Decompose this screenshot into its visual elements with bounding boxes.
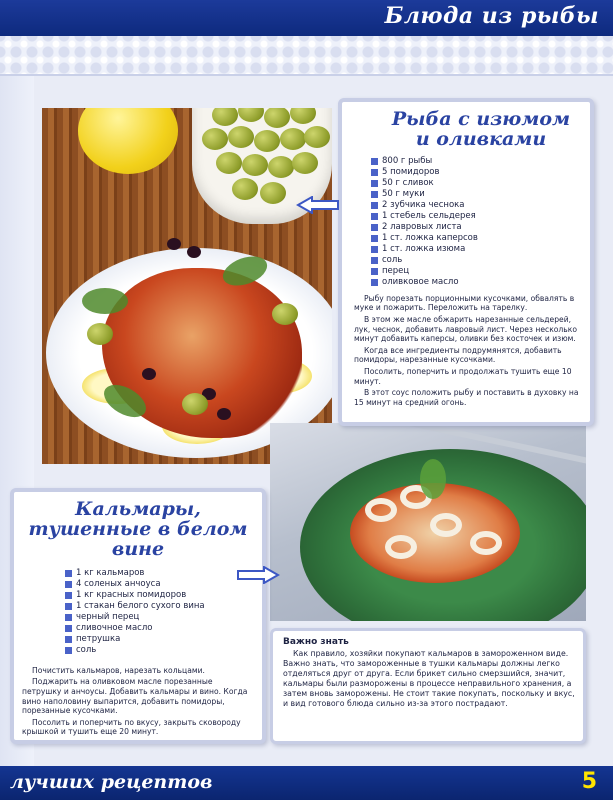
- steps-fish: [354, 294, 582, 408]
- recipe-title-line: тушенные в белом вине: [28, 517, 248, 560]
- step-paragraph: В этот соус положить рыбу и поставить в духовку на 15 минут на средний огонь.: [354, 388, 579, 407]
- ingredient-item: 1 кг кальмаров: [64, 568, 262, 579]
- recipe-title-line: Кальмары,: [75, 498, 201, 520]
- recipe-card-fish: [338, 98, 594, 426]
- ingredient-item: 4 соленых анчоуса: [64, 579, 262, 590]
- ingredient-item: 2 зубчика чеснока: [370, 200, 590, 211]
- ingredient-list-fish: [370, 156, 590, 288]
- ingredient-item: соль: [370, 255, 590, 266]
- ingredient-item: 5 помидоров: [370, 167, 590, 178]
- recipe-title-squid: [20, 500, 256, 560]
- ingredient-item: 1 ст. ложка каперсов: [370, 233, 590, 244]
- footer-title: лучших рецептов: [10, 771, 213, 793]
- tip-text: Как правило, хозяйки покупают кальмаров в замороженном виде. Важно знать, что замороженные в тушки кальмары должны легко отделяться друг от друга. Если брикет сильно смерзшийся, значит, кальмары были разморожены в процессе неправильного хранения, а затем вновь заморожены. Не стоит такие покупать, поскольку и вкус, и вид готового блюда сильно из-за этого пострадают.: [283, 649, 575, 708]
- fish-dish-photo: [42, 108, 332, 464]
- section-title: Блюда из рыбы: [384, 3, 599, 29]
- ingredient-item: оливковое масло: [370, 277, 590, 288]
- header-band: [0, 0, 613, 36]
- ingredient-item: 50 г сливок: [370, 178, 590, 189]
- footer-band: [0, 766, 613, 800]
- ingredient-item: 1 кг красных помидоров: [64, 590, 262, 601]
- ingredient-item: 1 стебель сельдерея: [370, 211, 590, 222]
- recipe-title-line: Рыба с изюмом: [391, 108, 571, 130]
- ingredient-item: 1 стакан белого сухого вина: [64, 601, 262, 612]
- step-paragraph: В этом же масле обжарить нарезанные сельдерей, лук, чеснок, добавить лавровый лист. Через несколько минут добавить каперсы, оливки без косточек и изюм.: [354, 315, 577, 344]
- step-paragraph: Почистить кальмаров, нарезать кольцами.: [32, 665, 205, 675]
- steps-squid: [22, 666, 254, 737]
- ingredient-item: 1 ст. ложка изюма: [370, 244, 590, 255]
- step-paragraph: Когда все ингредиенты подрумянятся, добавить помидоры, нарезанные кусочками.: [354, 345, 562, 365]
- ingredient-item: 50 г муки: [370, 189, 590, 200]
- step-paragraph: Посолить и поперчить по вкусу, закрыть сковороду крышкой и тушить еще 20 минут.: [22, 717, 241, 737]
- ingredient-item: перец: [370, 266, 590, 277]
- tip-box: [270, 628, 586, 744]
- step-paragraph: Посолить, поперчить и продолжать тушить еще 10 минут.: [354, 367, 572, 386]
- squid-dish-photo: [270, 423, 586, 621]
- ingredient-item: петрушка: [64, 634, 262, 645]
- page-number: 5: [581, 769, 597, 794]
- recipe-title-line: и оливками: [415, 127, 547, 150]
- ingredient-item: черный перец: [64, 612, 262, 623]
- arrow-left-icon: [296, 196, 340, 214]
- lemon: [78, 108, 178, 174]
- recipe-title-fish: [378, 110, 584, 150]
- ingredient-item: 800 г рыбы: [370, 156, 590, 167]
- step-paragraph: Поджарить на оливковом масле порезанные петрушку и анчоусы. Добавить кальмары и вино. Когда вино наполовину выпарится, добавить помидоры, порезанные кусочками.: [22, 677, 248, 716]
- ingredient-list-squid: [64, 568, 262, 656]
- step-paragraph: Рыбу порезать порционными кусочками, обвалять в муке и пожарить. Переложить на тарелку.: [354, 293, 575, 313]
- tip-title: Важно знать: [283, 637, 349, 647]
- ingredient-item: сливочное масло: [64, 623, 262, 634]
- lace-border: [0, 36, 613, 76]
- recipe-card-squid: [10, 488, 266, 744]
- arrow-right-icon: [236, 566, 280, 584]
- ingredient-item: соль: [64, 645, 262, 656]
- ingredient-item: 2 лавровых листа: [370, 222, 590, 233]
